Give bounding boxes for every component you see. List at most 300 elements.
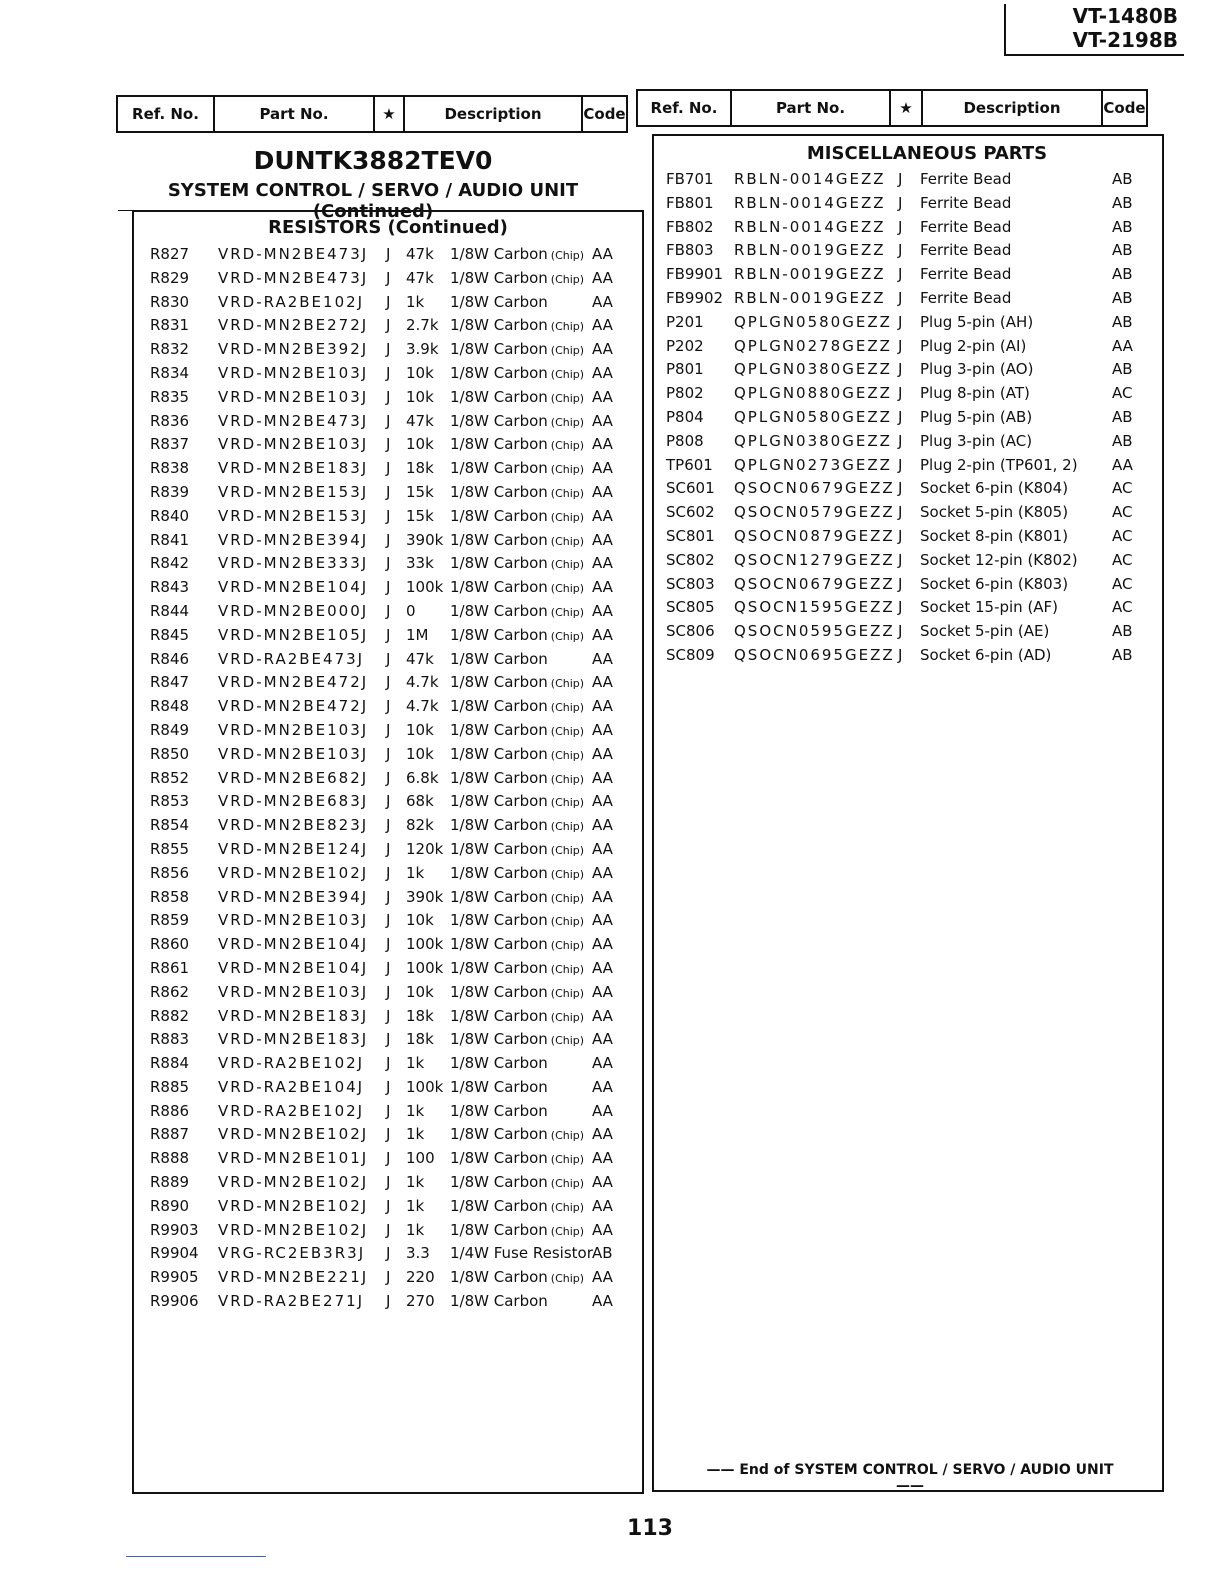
table-row	[150, 1292, 636, 1316]
resistors-list	[150, 245, 636, 1316]
description-text: 1/8W Carbon	[450, 387, 548, 406]
part-number: QPLGN0380GEZZ	[734, 360, 892, 379]
table-row	[150, 245, 636, 269]
ref-number: R850	[150, 744, 190, 763]
description: Ferrite Bead	[920, 170, 1012, 188]
chip-note: (Chip)	[550, 344, 585, 358]
star-mark: J	[898, 526, 903, 545]
part-number: QSOCN0679GEZZ	[734, 479, 895, 498]
description-text: 1/8W Carbon	[450, 625, 548, 644]
model-numbers	[1004, 4, 1184, 56]
description-text: 1/8W Carbon	[450, 1077, 548, 1096]
chip-note: (Chip)	[550, 891, 585, 905]
table-row	[150, 364, 636, 388]
part-number: VRD-MN2BE472J	[218, 673, 369, 692]
value: 68k	[406, 792, 434, 811]
table-row	[666, 408, 1152, 432]
value: 47k	[406, 411, 434, 430]
table-row	[666, 622, 1152, 646]
ref-number: R837	[150, 435, 190, 454]
part-number: VRD-MN2BE101J	[218, 1149, 369, 1168]
star-mark: J	[898, 455, 903, 474]
star-mark: J	[386, 578, 391, 597]
star-mark: J	[386, 1220, 391, 1239]
chip-note: (Chip)	[550, 820, 585, 834]
star-mark: J	[386, 649, 391, 668]
part-number: VRD-MN2BE473J	[218, 411, 369, 430]
star-mark: J	[386, 1292, 391, 1311]
description-text: 1/8W Carbon	[450, 697, 548, 716]
table-row	[150, 293, 636, 317]
description-text: 1/8W Carbon	[450, 245, 548, 263]
chip-note: (Chip)	[550, 1177, 585, 1191]
star-mark: J	[898, 360, 903, 379]
ref-number: SC809	[666, 645, 715, 664]
end-note: —— End of SYSTEM CONTROL / SERVO / AUDIO UNIT ——	[706, 1462, 1114, 1494]
part-number: RBLN-0014GEZZ	[734, 170, 886, 188]
description	[450, 816, 584, 834]
ref-number: R889	[150, 1173, 190, 1192]
part-number: RBLN-0019GEZZ	[734, 241, 886, 260]
star-mark: J	[386, 1030, 391, 1049]
description-text: 1/8W Carbon	[450, 982, 548, 1001]
star-mark: J	[386, 625, 391, 644]
value: 10k	[406, 435, 434, 454]
ref-number: P801	[666, 360, 704, 379]
chip-note: (Chip)	[550, 463, 585, 477]
code: AA	[592, 387, 613, 406]
ref-number: FB9902	[666, 288, 724, 307]
table-row	[150, 816, 636, 840]
table-row	[666, 337, 1152, 361]
star-mark: J	[898, 503, 903, 522]
part-number: VRD-MN2BE473J	[218, 245, 369, 263]
table-row	[666, 313, 1152, 337]
part-number: VRD-MN2BE103J	[218, 911, 369, 930]
description: Plug 3-pin (AO)	[920, 360, 1034, 379]
code: AA	[592, 245, 613, 263]
value: 10k	[406, 744, 434, 763]
star-mark: J	[386, 863, 391, 882]
ref-number: R834	[150, 363, 190, 382]
part-number: VRD-MN2BE153J	[218, 506, 369, 525]
code: AA	[592, 839, 613, 858]
chip-note: (Chip)	[550, 391, 585, 405]
chip-note: (Chip)	[550, 915, 585, 929]
value: 4.7k	[406, 697, 439, 716]
part-number: QSOCN0679GEZZ	[734, 574, 895, 593]
code: AA	[592, 1220, 613, 1239]
table-row	[150, 1173, 636, 1197]
value: 18k	[406, 459, 434, 478]
value: 1k	[406, 1173, 425, 1192]
code: AA	[592, 435, 613, 454]
unit-subtitle: SYSTEM CONTROL / SERVO / AUDIO UNIT (Continued)	[167, 180, 579, 222]
chip-note: (Chip)	[550, 249, 585, 262]
description	[450, 602, 584, 620]
star-mark: J	[386, 958, 391, 977]
star-mark: J	[386, 982, 391, 1001]
part-number: VRD-MN2BE394J	[218, 887, 369, 906]
code: AA	[592, 1196, 613, 1215]
code: AA	[592, 982, 613, 1001]
star-mark: J	[898, 645, 903, 664]
description	[450, 1030, 584, 1048]
ref-number: R9906	[150, 1292, 199, 1311]
code: AC	[1112, 384, 1133, 403]
model-number: VT-1480B	[1072, 4, 1178, 28]
part-number: RBLN-0014GEZZ	[734, 193, 886, 212]
code: AA	[592, 578, 613, 597]
ref-number: R859	[150, 911, 190, 930]
ref-number: FB701	[666, 170, 714, 188]
description: Socket 5-pin (AE)	[920, 622, 1050, 641]
ref-number: R849	[150, 720, 190, 739]
description	[450, 364, 584, 382]
star-mark: J	[898, 384, 903, 403]
table-row	[150, 531, 636, 555]
part-number: RBLN-0019GEZZ	[734, 265, 886, 284]
part-number: VRD-RA2BE102J	[218, 292, 365, 311]
ref-number: R839	[150, 482, 190, 501]
ref-number: R835	[150, 387, 190, 406]
part-number: VRD-MN2BE183J	[218, 459, 369, 478]
chip-note: (Chip)	[550, 367, 585, 381]
code: AA	[592, 340, 613, 359]
ref-number: SC801	[666, 526, 715, 545]
value: 47k	[406, 268, 434, 287]
description	[450, 1007, 584, 1025]
part-number: VRD-MN2BE103J	[218, 363, 369, 382]
star-mark: J	[386, 601, 391, 620]
table-row	[150, 412, 636, 436]
code: AA	[592, 1101, 613, 1120]
star-mark: J	[386, 816, 391, 835]
description	[450, 1125, 584, 1143]
description-text: 1/8W Carbon	[450, 459, 548, 478]
code: AA	[592, 887, 613, 906]
header-part: Part No.	[215, 97, 375, 131]
code: AA	[592, 1125, 613, 1144]
part-number: VRD-MN2BE183J	[218, 1030, 369, 1049]
table-row	[666, 456, 1152, 480]
chip-note: (Chip)	[550, 843, 585, 857]
header-part: Part No.	[732, 91, 891, 125]
code: AA	[592, 649, 613, 668]
table-row	[150, 316, 636, 340]
star-mark: J	[386, 411, 391, 430]
star-mark: J	[386, 530, 391, 549]
code: AA	[592, 1006, 613, 1025]
right-table-header	[636, 89, 1148, 127]
part-number: VRD-MN2BE102J	[218, 1173, 369, 1192]
ref-number: R831	[150, 316, 190, 335]
ref-number: R832	[150, 340, 190, 359]
value: 1k	[406, 1054, 425, 1073]
code: AA	[592, 816, 613, 835]
table-row	[666, 289, 1152, 313]
part-number: QSOCN0595GEZZ	[734, 622, 895, 641]
code: AC	[1112, 574, 1133, 593]
value: 18k	[406, 1006, 434, 1025]
star-mark: J	[386, 292, 391, 311]
value: 100	[406, 1149, 435, 1168]
star-mark: J	[898, 550, 903, 569]
ref-number: R827	[150, 245, 190, 263]
value: 18k	[406, 1030, 434, 1049]
code: AA	[1112, 336, 1133, 355]
code: AA	[592, 863, 613, 882]
chip-note: (Chip)	[550, 1272, 585, 1286]
value: 10k	[406, 387, 434, 406]
description	[450, 697, 584, 715]
description-text: 1/8W Carbon	[450, 649, 548, 668]
chip-note: (Chip)	[550, 272, 585, 286]
description: Ferrite Bead	[920, 193, 1012, 212]
value: 1k	[406, 1101, 425, 1120]
star-mark: J	[898, 265, 903, 284]
star-mark: J	[386, 1077, 391, 1096]
code: AB	[1112, 241, 1133, 260]
description	[450, 269, 584, 287]
table-row	[150, 792, 636, 816]
star-mark: J	[386, 1149, 391, 1168]
code: AA	[592, 530, 613, 549]
table-row	[150, 269, 636, 293]
table-row	[150, 1078, 636, 1102]
value: 3.3	[406, 1244, 430, 1263]
table-row	[150, 697, 636, 721]
part-number: VRD-MN2BE103J	[218, 435, 369, 454]
star-mark: J	[386, 1125, 391, 1144]
table-row	[150, 935, 636, 959]
description-text: 1/8W Carbon	[450, 1006, 548, 1025]
chip-note: (Chip)	[550, 867, 585, 881]
part-number: VRD-RA2BE102J	[218, 1101, 365, 1120]
ref-number: R9904	[150, 1244, 199, 1263]
code: AB	[1112, 645, 1133, 664]
part-number: VRD-RA2BE104J	[218, 1077, 365, 1096]
ref-number: R829	[150, 268, 190, 287]
description-text: 1/8W Carbon	[450, 792, 548, 811]
description-text: 1/8W Carbon	[450, 363, 548, 382]
value: 15k	[406, 506, 434, 525]
star-mark: J	[386, 720, 391, 739]
table-row	[150, 650, 636, 674]
part-number: VRD-MN2BE104J	[218, 958, 369, 977]
star-mark: J	[386, 387, 391, 406]
code: AC	[1112, 526, 1133, 545]
ref-number: R842	[150, 554, 190, 573]
star-mark: J	[898, 336, 903, 355]
description: Plug 2-pin (TP601, 2)	[920, 455, 1078, 474]
description-text: 1/8W Carbon	[450, 340, 548, 359]
code: AC	[1112, 503, 1133, 522]
table-row	[150, 769, 636, 793]
description	[450, 673, 584, 691]
part-number: QSOCN1595GEZZ	[734, 598, 895, 617]
resistors-title: RESISTORS (Continued)	[268, 217, 508, 238]
code: AA	[592, 792, 613, 811]
star-mark: J	[386, 1006, 391, 1025]
ref-number: R840	[150, 506, 190, 525]
value: 100k	[406, 578, 444, 597]
table-row	[150, 507, 636, 531]
description	[450, 554, 584, 572]
chip-note: (Chip)	[550, 796, 585, 810]
description	[450, 316, 584, 334]
star-mark: J	[386, 839, 391, 858]
ref-number: R890	[150, 1196, 190, 1215]
description-text: 1/8W Carbon	[450, 1054, 548, 1073]
description	[450, 935, 584, 953]
table-row	[150, 1149, 636, 1173]
star-mark: J	[898, 431, 903, 450]
chip-note: (Chip)	[550, 772, 585, 786]
description-text: 1/8W Carbon	[450, 1173, 548, 1192]
star-mark: J	[386, 768, 391, 787]
value: 47k	[406, 245, 434, 263]
table-row	[150, 1244, 636, 1268]
table-row	[666, 218, 1152, 242]
code: AA	[592, 482, 613, 501]
part-number: VRD-MN2BE272J	[218, 316, 369, 335]
part-number: RBLN-0019GEZZ	[734, 288, 886, 307]
description-text: 1/8W Carbon	[450, 863, 548, 882]
star-mark: J	[386, 1173, 391, 1192]
part-number: VRD-MN2BE103J	[218, 744, 369, 763]
table-row	[150, 840, 636, 864]
description	[450, 483, 584, 501]
table-row	[150, 578, 636, 602]
description	[450, 1292, 551, 1310]
table-row	[666, 265, 1152, 289]
code: AA	[592, 1054, 613, 1073]
value: 100k	[406, 935, 444, 954]
value: 120k	[406, 839, 444, 858]
description-text: 1/8W Carbon	[450, 1101, 548, 1120]
description-text: 1/8W Carbon	[450, 1268, 548, 1287]
description	[450, 531, 584, 549]
description	[450, 1102, 551, 1120]
part-number: VRD-MN2BE104J	[218, 578, 369, 597]
description-text: 1/8W Carbon	[450, 578, 548, 597]
part-number: VRD-RA2BE473J	[218, 649, 365, 668]
star-mark: J	[898, 574, 903, 593]
code: AA	[592, 292, 613, 311]
code: AC	[1112, 550, 1133, 569]
table-row	[150, 340, 636, 364]
table-row	[150, 959, 636, 983]
part-number: QPLGN0580GEZZ	[734, 407, 892, 426]
table-row	[150, 1221, 636, 1245]
divider	[118, 210, 132, 211]
description	[450, 1221, 584, 1239]
chip-note: (Chip)	[550, 320, 585, 334]
code: AA	[592, 1173, 613, 1192]
ref-number: R882	[150, 1006, 190, 1025]
part-number: QSOCN0579GEZZ	[734, 503, 895, 522]
description-text: 1/8W Carbon	[450, 506, 548, 525]
star-mark: J	[386, 459, 391, 478]
star-mark: J	[386, 887, 391, 906]
page-number: 113	[627, 1516, 673, 1541]
table-row	[150, 721, 636, 745]
description-text: 1/8W Carbon	[450, 316, 548, 335]
left-table-header	[116, 95, 628, 133]
part-number: VRD-MN2BE102J	[218, 1196, 369, 1215]
star-mark: J	[386, 935, 391, 954]
part-number: QPLGN0580GEZZ	[734, 312, 892, 331]
table-row	[150, 911, 636, 935]
value: 47k	[406, 649, 434, 668]
ref-number: R853	[150, 792, 190, 811]
header-desc: Description	[923, 91, 1103, 125]
code: AC	[1112, 479, 1133, 498]
part-number: VRD-MN2BE102J	[218, 1220, 369, 1239]
part-number: VRG-RC2EB3R3J	[218, 1244, 366, 1263]
value: 10k	[406, 720, 434, 739]
ref-number: P808	[666, 431, 704, 450]
chip-note: (Chip)	[550, 534, 585, 548]
table-row	[150, 1007, 636, 1031]
misc-title: MISCELLANEOUS PARTS	[806, 143, 1048, 164]
ref-number: SC602	[666, 503, 715, 522]
ref-number: FB801	[666, 193, 714, 212]
ref-number: R883	[150, 1030, 190, 1049]
description	[450, 388, 584, 406]
value: 82k	[406, 816, 434, 835]
description	[450, 1054, 551, 1072]
table-row	[150, 888, 636, 912]
table-row	[666, 384, 1152, 408]
part-number: VRD-RA2BE102J	[218, 1054, 365, 1073]
star-mark: J	[386, 673, 391, 692]
star-mark: J	[898, 312, 903, 331]
part-number: VRD-MN2BE683J	[218, 792, 369, 811]
table-row	[666, 527, 1152, 551]
ref-number: R888	[150, 1149, 190, 1168]
header-code: Code	[583, 105, 626, 123]
description-text: 1/8W Carbon	[450, 768, 548, 787]
ref-number: P201	[666, 312, 704, 331]
description: Ferrite Bead	[920, 241, 1012, 260]
star-mark: J	[386, 482, 391, 501]
star-mark: J	[386, 340, 391, 359]
chip-note: (Chip)	[550, 1200, 585, 1214]
ref-number: R845	[150, 625, 190, 644]
table-row	[150, 388, 636, 412]
part-number: VRD-MN2BE823J	[218, 816, 369, 835]
code: AB	[592, 1244, 613, 1263]
ref-number: R856	[150, 863, 190, 882]
code: AA	[592, 720, 613, 739]
star-mark: J	[386, 1268, 391, 1287]
chip-note: (Chip)	[550, 486, 585, 500]
ref-number: FB803	[666, 241, 714, 260]
description-text: 1/8W Carbon	[450, 911, 548, 930]
code: AB	[1112, 288, 1133, 307]
chip-note: (Chip)	[550, 748, 585, 762]
table-row	[150, 1102, 636, 1126]
part-number: QPLGN0380GEZZ	[734, 431, 892, 450]
description-text: 1/8W Carbon	[450, 887, 548, 906]
table-row	[150, 459, 636, 483]
star-mark: J	[386, 911, 391, 930]
description	[450, 888, 584, 906]
description	[450, 435, 584, 453]
description-text: 1/8W Carbon	[450, 411, 548, 430]
